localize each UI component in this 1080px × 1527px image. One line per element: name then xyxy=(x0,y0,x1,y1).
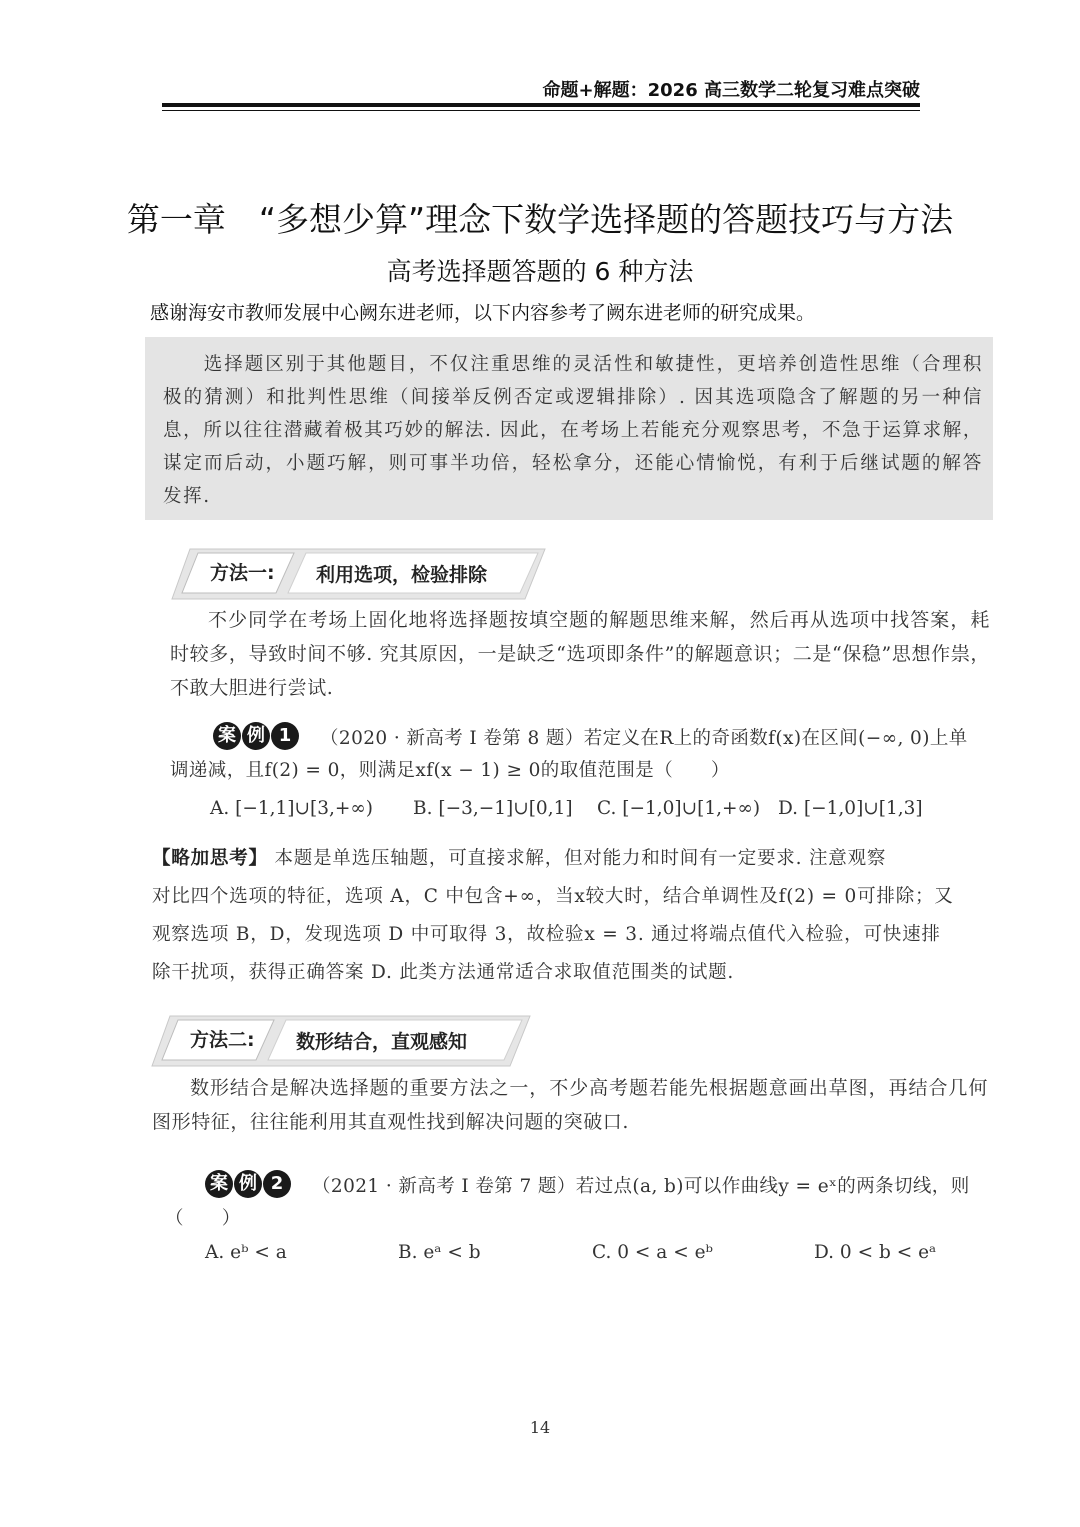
case2-badge xyxy=(205,1170,291,1200)
page-number: 14 xyxy=(529,1418,551,1437)
case2-option-c: C. 0 < a < eᵇ xyxy=(592,1242,713,1263)
method1-paragraph: 不少同学在考场上固化地将选择题按填空题的解题思维来解，然后再从选项中找答案，耗时较多，导致时间不够. 究其原因，一是缺乏“选项即条件”的解题意识；二是“保稳”思想作祟，不敢大胆进行尝试. xyxy=(170,609,990,699)
method1-banner xyxy=(170,545,550,601)
section-subtitle: 高考选择题答题的 6 种方法 xyxy=(386,257,694,286)
method2-banner xyxy=(150,1012,535,1068)
intro-paragraph: 选择题区别于其他题目，不仅注重思维的灵活性和敏捷性，更培养创造性思维（合理积极的猜测）和批判性思维（间接举反例否定或逻辑排除）. 因其选项隐含了解题的另一种信息，所以往往潜藏着极其巧妙的解法. 因此，在考场上若能充分观察思考，不急于运算求解，谋定而后动，小题巧解，则可事半功倍，轻松拿分，还能心情愉悦，有利于后继试题的解答发挥. xyxy=(163,354,983,507)
think-line-3: 观察选项 B，D，发现选项 D 中可取得 3，故检验x = 3. 通过将端点值代入检验，可快速排 xyxy=(152,924,941,945)
method1-title: 利用选项，检验排除 xyxy=(316,564,488,586)
case1-option-b: B. [−3,−1]∪[0,1] xyxy=(413,798,573,819)
method2-paragraph: 数形结合是解决选择题的重要方法之一，不少高考题若能先根据题意画出草图，再结合几何图形特征，往往能利用其直观性找到解决问题的突破口. xyxy=(152,1077,988,1133)
case2-badge-number: 2 xyxy=(263,1170,291,1198)
case2-option-b: B. eᵃ < b xyxy=(398,1242,481,1263)
case2-question-line1: （2021 · 新高考 I 卷第 7 题）若过点(a, b)可以作曲线y = eˣ的两条切线，则 xyxy=(312,1176,970,1197)
case1-option-d: D. [−1,0]∪[1,3] xyxy=(778,798,923,819)
case1-badge-number: 1 xyxy=(271,722,299,750)
chapter-title: 第一章 “多想少算”理念下数学选择题的答题技巧与方法 xyxy=(126,200,954,239)
case2-badge-char-2: 例 xyxy=(234,1170,262,1198)
acknowledgement-text: 感谢海安市教师发展中心阙东进老师，以下内容参考了阙东进老师的研究成果。 xyxy=(150,302,816,324)
intro-box xyxy=(145,337,993,520)
case1-option-c: C. [−1,0]∪[1,+∞) xyxy=(597,798,761,819)
case2-option-d: D. 0 < b < eᵃ xyxy=(814,1242,937,1263)
case1-question-line2: 调递减，且f(2) = 0，则满足xf(x − 1) ≥ 0的取值范围是（ ） xyxy=(170,760,730,781)
think-line-2: 对比四个选项的特征，选项 A，C 中包含+∞，当x较大时，结合单调性及f(2) = 0可排除；又 xyxy=(152,886,954,907)
think-label: 【略加思考】 xyxy=(152,848,268,869)
case1-badge xyxy=(213,722,299,752)
think-line-1-text: 本题是单选压轴题，可直接求解，但对能力和时间有一定要求. 注意观察 xyxy=(274,848,887,869)
think-line-4: 除干扰项，获得正确答案 D. 此类方法通常适合求取值范围类的试题. xyxy=(152,962,735,983)
think-line-1 xyxy=(152,840,992,878)
case1-option-a: A. [−1,1]∪[3,+∞) xyxy=(210,798,373,819)
think-block xyxy=(152,840,992,992)
method2-tag: 方法二: xyxy=(190,1029,255,1051)
method2-title: 数形结合，直观感知 xyxy=(296,1031,468,1053)
running-header-title: 命题+解题：2026 高三数学二轮复习难点突破 xyxy=(542,80,920,101)
case1-badge-char-2: 例 xyxy=(242,722,270,750)
case2-question-line2: （ ） xyxy=(165,1208,241,1229)
case2-option-a: A. eᵇ < a xyxy=(205,1242,287,1263)
case1-badge-char-1: 案 xyxy=(213,722,241,750)
case2-badge-char-1: 案 xyxy=(205,1170,233,1198)
method1-tag: 方法一: xyxy=(210,562,275,584)
header-rule-thin xyxy=(162,110,920,111)
case1-question-line1: （2020 · 新高考 I 卷第 8 题）若定义在R上的奇函数f(x)在区间(−∞, 0)上单 xyxy=(320,728,968,749)
header-rule-thick xyxy=(162,103,920,107)
